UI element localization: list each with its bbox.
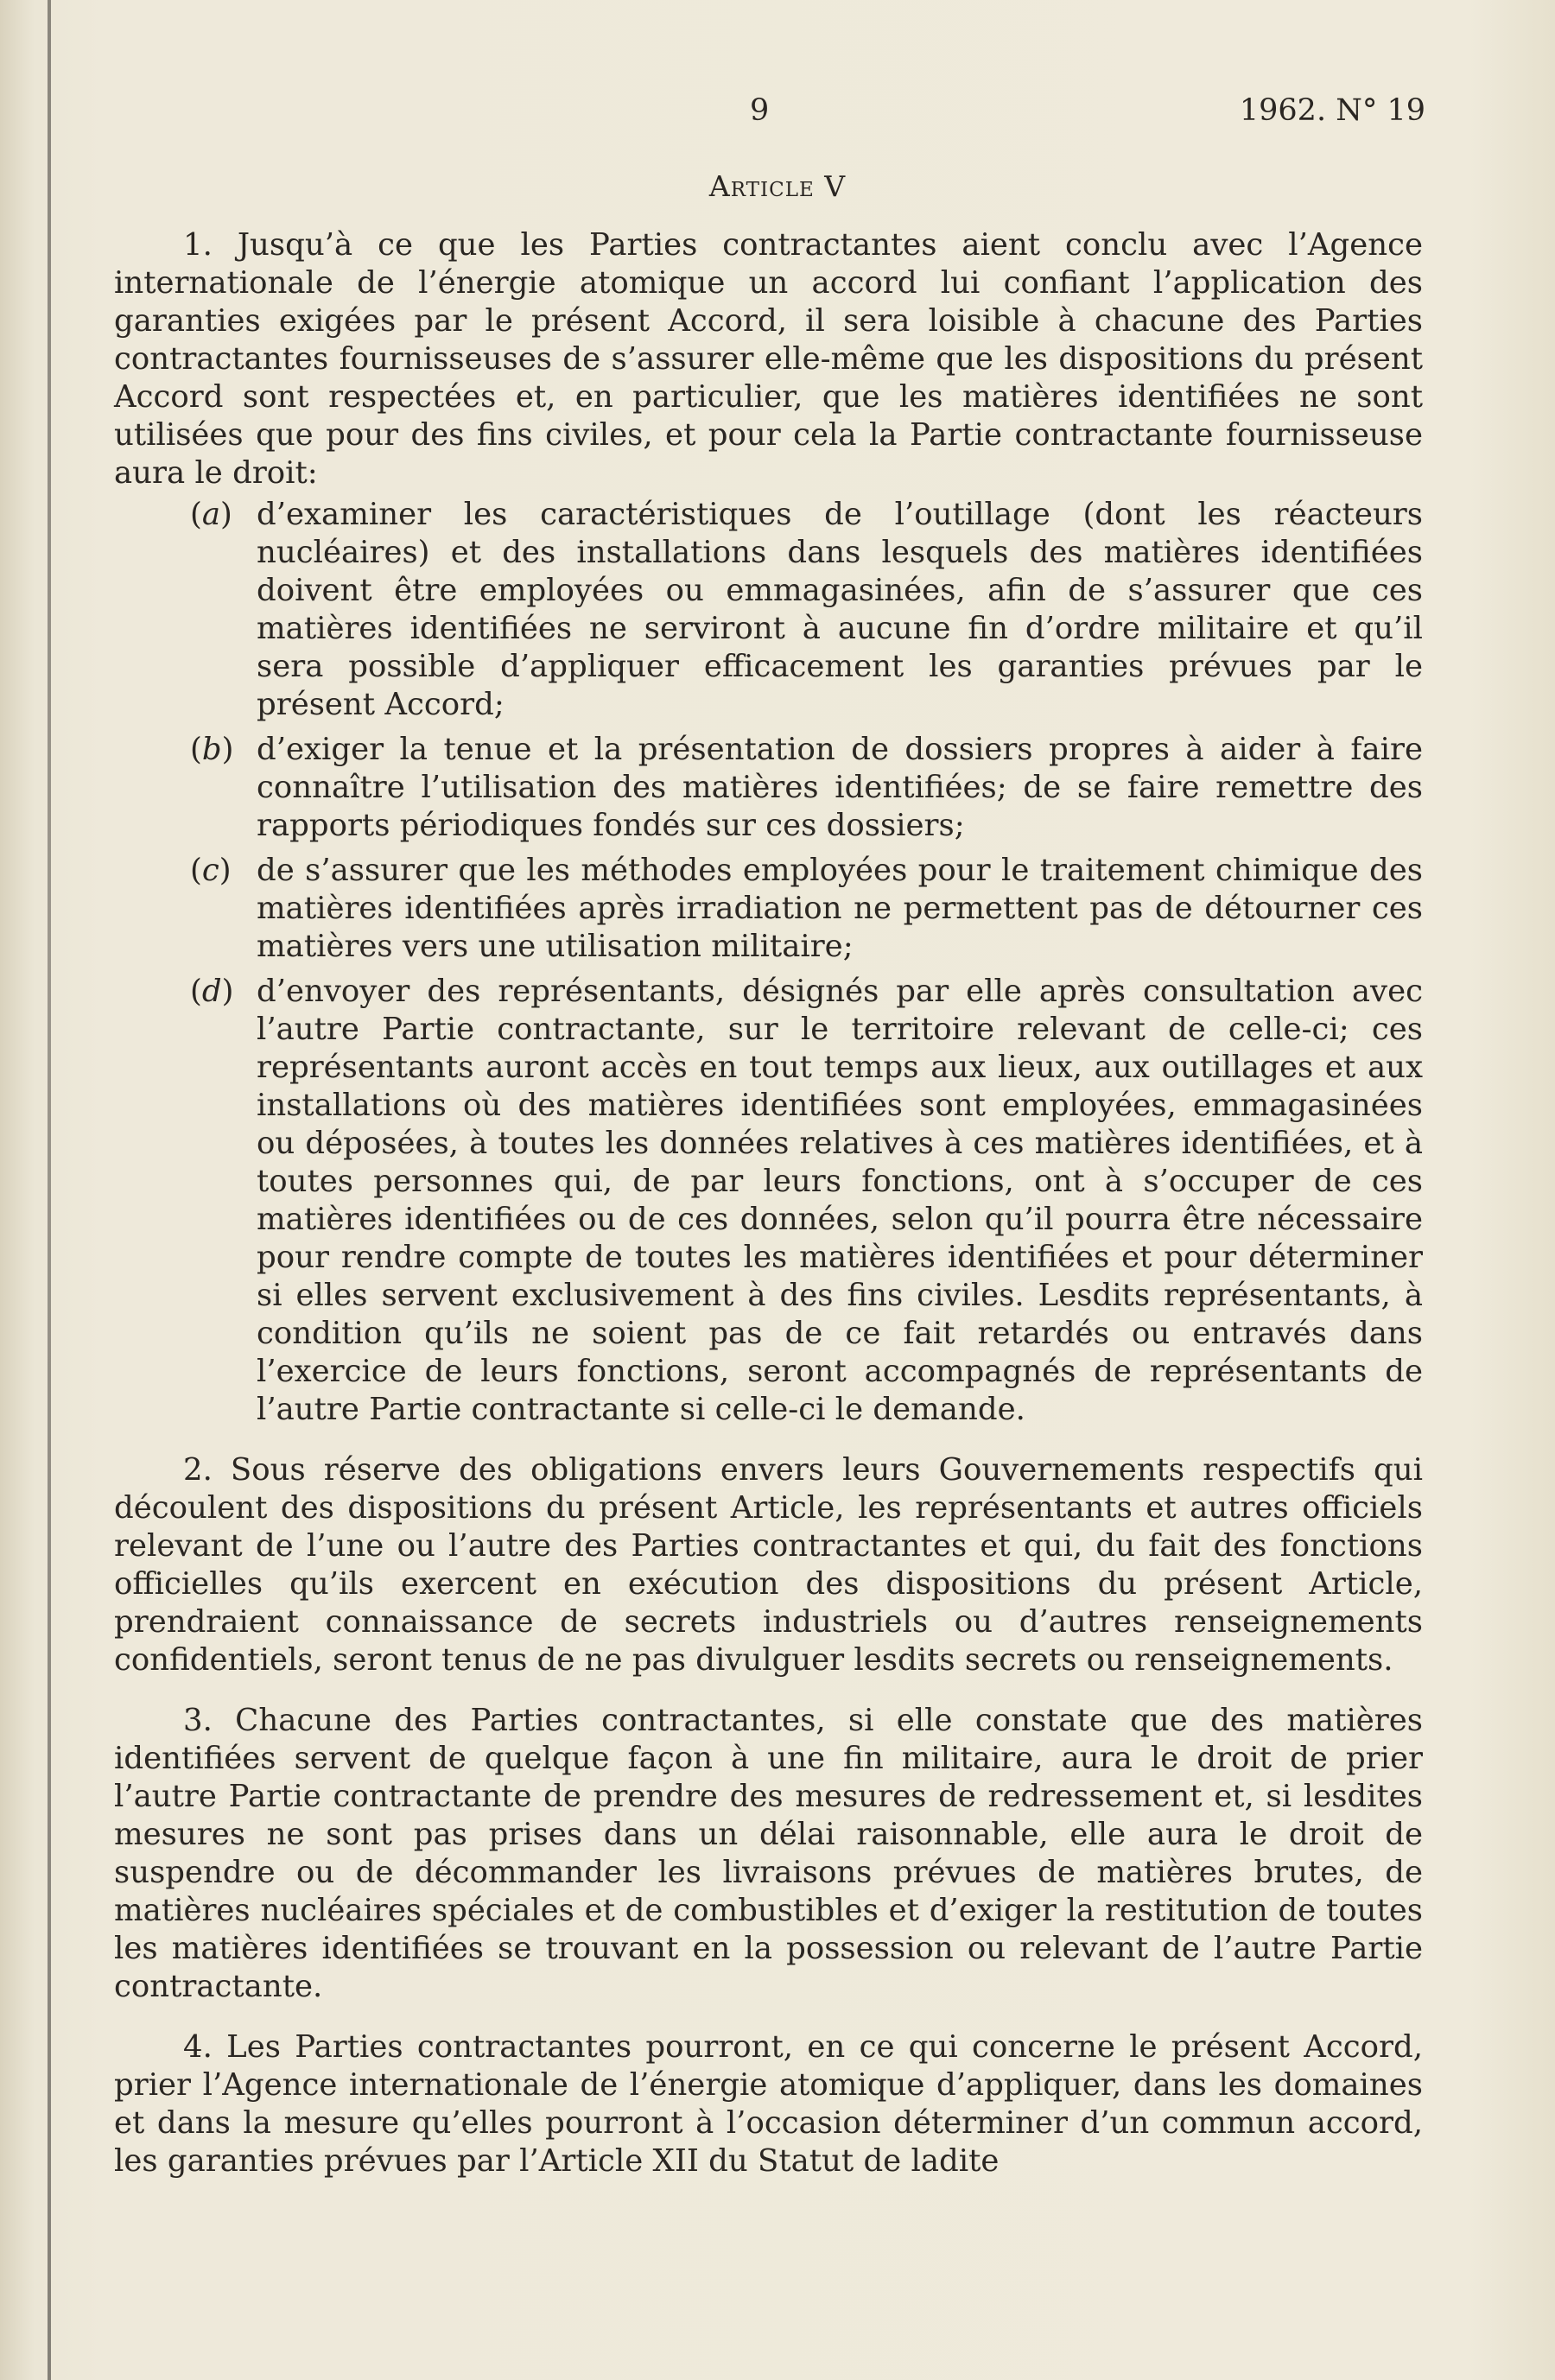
sub-item-marker: (a) <box>190 497 232 532</box>
sub-item-b <box>114 731 1423 845</box>
paragraph-1: 1. Jusqu’à ce que les Parties contractantes aient conclu avec l’Agence internationale de l’énergie atomique un accord lui confiant l’application des garanties exigées par le présent Accord, il sera loisible à chacune des Parties contractantes fournisseuses de s’assurer elle-même que les dispositions du présent Accord sont respectées et, en particulier, que les matières identifiées ne sont utilisées que pour des fins civiles, et pour cela la Partie contractante fournisseuse aura le droit: <box>114 227 1423 491</box>
article-body <box>114 226 1423 2203</box>
sub-item-text: de s’assurer que les méthodes employées pour le traitement chimique des matières identifiées après irradiation ne permettent pas de détourner ces matières vers une utilisation militaire; <box>257 853 1423 964</box>
document-reference: 1962. N° 19 <box>1239 93 1425 128</box>
paragraph-3: 3. Chacune des Parties contractantes, si elle constate que des matières identifiées servent de quelque façon à une fin militaire, aura le droit de prier l’autre Partie contractante de prendre des mesures de redressement et, si lesdites mesures ne sont pas prises dans un délai raisonnable, elle aura le droit de suspendre ou de décommander les livraisons prévues de matières brutes, de matières nucléaires spéciales et de combustibles et d’exiger la restitution de toutes les matières identifiées se trouvant en la possession ou relevant de l’autre Partie contractante. <box>114 1703 1423 2004</box>
sub-item-marker: (b) <box>190 732 234 767</box>
paragraph-4: 4. Les Parties contractantes pourront, en ce qui concerne le présent Accord, prier l’Agence internationale de l’énergie atomique d’appliquer, dans les domaines et dans la mesure qu’elles pourront à l’occasion déterminer d’un commun accord, les garanties prévues par l’Article XII du Statut de ladite <box>114 2029 1423 2179</box>
sub-item-marker: (c) <box>190 853 232 888</box>
paragraph-2: 2. Sous réserve des obligations envers leurs Gouvernements respectifs qui découlent des dispositions du présent Article, les représentants et autres officiels relevant de l’une ou l’autre des Parties contractantes et qui, du fait des fonctions officielles qu’ils exercent en exécution des dispositions du présent Article, prendraient connaissance de secrets industriels ou d’autres renseignements confidentiels, seront tenus de ne pas divulguer lesdits secrets ou renseignements. <box>114 1452 1423 1678</box>
paragraph-1-sub-items <box>114 496 1423 1429</box>
sub-item-text: d’examiner les caractéristiques de l’outillage (dont les réacteurs nucléaires) et des installations dans lesquels des matières identifiées doivent être employées ou emmagasinées, afin de s’assurer que ces matières identifiées ne serviront à aucune fin d’ordre militaire et qu’il sera possible d’appliquer efficacement les garanties prévues par le présent Accord; <box>257 497 1423 722</box>
page-header <box>112 93 1425 136</box>
article-heading: Article V <box>708 169 847 203</box>
sub-item-a <box>114 496 1423 724</box>
sub-item-text: d’envoyer des représentants, désignés par elle après consultation avec l’autre Partie contractante, sur le territoire relevant de celle-ci; ces représentants auront accès en tout temps aux lieux, aux outillages et aux installations où des matières identifiées sont employées, emmagasinées ou déposées, à toutes les données relatives à ces matières identifiées, et à toutes personnes qui, de par leurs fonctions, ont à s’occuper de ces matières identifiées ou de ces données, selon qu’il pourra être nécessaire pour rendre compte de toutes les matières identifiées et pour déterminer si elles servent exclusivement à des fins civiles. Lesdits représentants, à condition qu’ils ne soient pas de ce fait retardés ou entravés dans l’exercice de leurs fonctions, seront accompagnés de représentants de l’autre Partie contractante si celle-ci le demande. <box>257 974 1423 1427</box>
sub-item-marker: (d) <box>190 974 234 1009</box>
page-number: 9 <box>750 93 770 128</box>
page-binding-edge <box>48 0 51 2380</box>
sub-item-d <box>114 973 1423 1429</box>
sub-item-c <box>114 852 1423 966</box>
sub-item-text: d’exiger la tenue et la présentation de dossiers propres à aider à faire connaître l’utilisation des matières identifiées; de se faire remettre des rapports périodiques fondés sur ces dossiers; <box>257 732 1423 843</box>
